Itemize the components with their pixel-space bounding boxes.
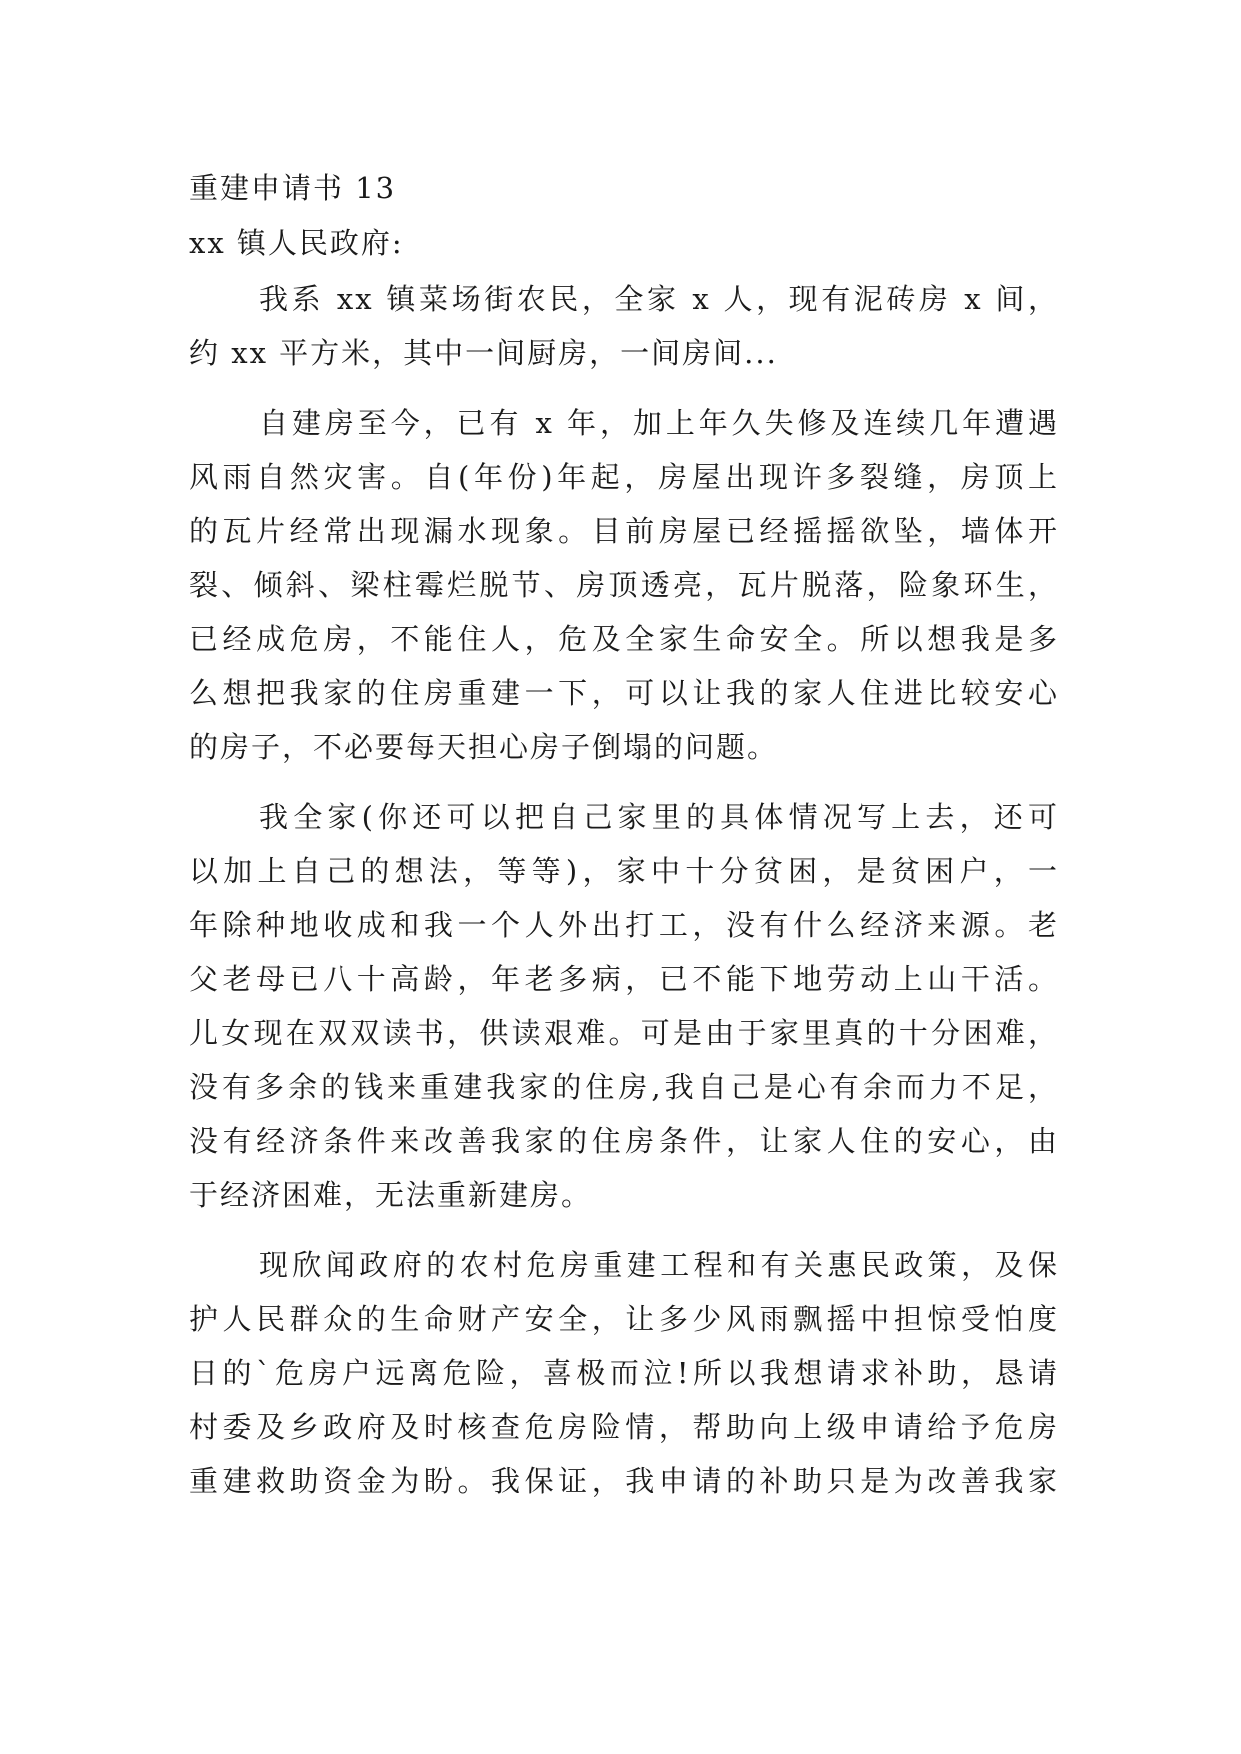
paragraph-line: 以加上自己的想法，等等)，家中十分贫困，是贫困户，一 [189,854,1059,888]
paragraph-line: 于经济困难，无法重新建房。 [189,1178,593,1212]
paragraph-line: 风雨自然灾害。自(年份)年起，房屋出现许多裂缝，房顶上 [189,460,1059,494]
paragraph-3 [189,790,1059,1222]
paragraph-line: 自建房至今，已有 x 年，加上年久失修及连续几年遭遇 [259,406,1059,440]
paragraph-line: 我系 xx 镇菜场街农民，全家 x 人，现有泥砖房 x 间， [259,282,1059,316]
paragraph-line: 没有经济条件来改善我家的住房条件，让家人住的安心，由 [189,1124,1059,1158]
paragraph-line: 村委及乡政府及时核查危房险情，帮助向上级申请给予危房 [189,1410,1059,1444]
paragraph-2 [189,396,1059,774]
paragraph-line: 年除种地收成和我一个人外出打工，没有什么经济来源。老 [189,908,1059,942]
paragraph-line: 我全家(你还可以把自己家里的具体情况写上去，还可 [259,800,1059,834]
paragraph-line: 的瓦片经常出现漏水现象。目前房屋已经摇摇欲坠，墙体开 [189,514,1059,548]
paragraph-line: 父老母已八十高龄，年老多病，已不能下地劳动上山干活。 [189,962,1059,996]
paragraph-line: 护人民群众的生命财产安全，让多少风雨飘摇中担惊受怕度 [189,1302,1059,1336]
paragraph-line: 已经成危房，不能住人，危及全家生命安全。所以想我是多 [189,622,1059,656]
document-title: 重建申请书 13 [189,171,397,205]
paragraph-line: 没有多余的钱来重建我家的住房,我自己是心有余而力不足， [189,1070,1059,1104]
salutation: xx 镇人民政府: [189,226,404,260]
paragraph-4 [189,1238,1059,1508]
document-body [189,162,1059,1508]
paragraph-line: 裂、倾斜、梁柱霉烂脱节、房顶透亮，瓦片脱落，险象环生， [189,568,1059,602]
paragraph-line: 的房子，不必要每天担心房子倒塌的问题。 [189,730,779,764]
paragraph-1 [189,272,1059,380]
paragraph-line: 约 xx 平方米，其中一间厨房，一间房间... [189,336,778,370]
paragraph-line: 重建救助资金为盼。我保证，我申请的补助只是为改善我家 [189,1464,1059,1498]
paragraph-line: 儿女现在双双读书，供读艰难。可是由于家里真的十分困难， [189,1016,1059,1050]
paragraph-line: 么想把我家的住房重建一下，可以让我的家人住进比较安心 [189,676,1059,710]
paragraph-line: 现欣闻政府的农村危房重建工程和有关惠民政策，及保 [259,1248,1059,1282]
paragraph-line: 日的`危房户远离危险，喜极而泣!所以我想请求补助，恳请 [189,1356,1059,1390]
